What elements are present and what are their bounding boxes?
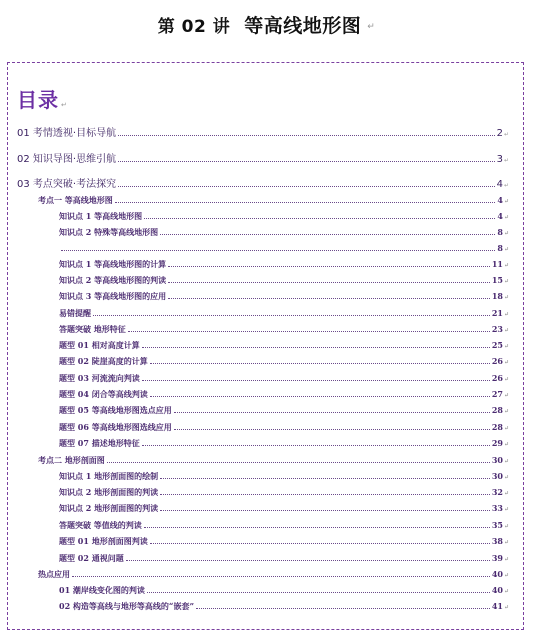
toc-entry-label: 知识点 3 等高线地形图的应用 (59, 291, 167, 301)
paragraph-mark-icon: ↵ (503, 311, 509, 318)
toc-entry-page: 33 (491, 503, 503, 513)
paragraph-mark-icon: ↵ (503, 157, 509, 164)
toc-entry[interactable] (59, 291, 509, 302)
toc-entry-label: 知识点 2 等高线地形图的判读 (59, 275, 167, 285)
toc-entry-label: 题型 03 河流流向判读 (59, 373, 140, 383)
paragraph-mark-icon: ↵ (503, 131, 509, 138)
dot-leader (144, 526, 490, 528)
paragraph-mark-icon: ↵ (503, 490, 509, 497)
toc-entry[interactable] (59, 324, 509, 335)
dot-leader (174, 428, 490, 430)
paragraph-mark-icon: ↵ (503, 408, 509, 415)
paragraph-mark-icon: ↵ (503, 458, 509, 465)
dot-leader (72, 575, 490, 577)
dot-leader (144, 217, 495, 219)
toc-entry[interactable] (59, 405, 509, 416)
toc-entry-page: 29 (491, 438, 503, 448)
toc-entry-page: 27 (491, 389, 503, 399)
toc-entry[interactable] (59, 553, 509, 564)
toc-entry-label: 题型 01 地形剖面图判读 (59, 536, 148, 546)
toc-entry-page: 4 (497, 211, 503, 221)
dot-leader (118, 134, 495, 136)
toc-entry-page: 8 (497, 227, 503, 237)
toc-entry-page: 28 (491, 422, 503, 432)
dot-leader (168, 297, 490, 299)
toc-entry[interactable] (38, 569, 509, 580)
paragraph-mark-icon: ↵ (503, 474, 509, 481)
paragraph-mark-icon: ↵ (503, 441, 509, 448)
dot-leader (118, 185, 495, 187)
toc-entry-page: 21 (491, 308, 503, 318)
toc-entry-label: 知识点 1 地形剖面图的绘制 (59, 471, 159, 481)
toc-entry-label: 易错提醒 (59, 308, 91, 318)
paragraph-mark-icon: ↵ (503, 506, 509, 513)
paragraph-mark-icon: ↵ (503, 294, 509, 301)
toc-entry[interactable] (59, 503, 509, 514)
toc-entry-page: 30 (491, 455, 503, 465)
toc-entry[interactable] (59, 487, 509, 498)
toc-entry-page: 30 (491, 471, 503, 481)
paragraph-mark-icon: ↵ (503, 539, 509, 546)
toc-entry-page: 35 (491, 520, 503, 530)
paragraph-mark-icon: ↵ (503, 278, 509, 285)
paragraph-mark-icon: ↵ (503, 425, 509, 432)
paragraph-mark-icon: ↵ (503, 327, 509, 334)
paragraph-mark-icon: ↵ (503, 359, 509, 366)
dot-leader (118, 160, 495, 162)
dot-leader (174, 411, 490, 413)
toc-entry[interactable] (59, 438, 509, 449)
toc-entry-page: 8 (497, 243, 503, 253)
toc-entry[interactable] (59, 422, 509, 433)
toc-entry[interactable] (17, 124, 509, 139)
toc-entry-page: 4 (496, 179, 503, 190)
paragraph-mark-icon: ↵ (503, 182, 509, 189)
dot-leader (168, 281, 490, 283)
dot-leader (142, 444, 490, 446)
toc-entry-label: 题型 02 陡崖高度的计算 (59, 356, 148, 366)
dot-leader (128, 330, 490, 332)
toc-entry[interactable] (59, 536, 509, 547)
toc-entry[interactable] (59, 211, 509, 222)
toc-entry[interactable] (17, 175, 509, 190)
dot-leader (93, 314, 490, 316)
toc-entry-label: 知识点 1 等高线地形图 (59, 211, 143, 221)
toc-entry-label: 03 考点突破·考法探究 (17, 179, 117, 190)
dot-leader (160, 233, 495, 235)
toc-entry-label: 考点一 等高线地形图 (38, 195, 113, 205)
toc-entry[interactable] (59, 373, 509, 384)
toc-entry-label: 01 考情透视·目标导航 (17, 128, 117, 139)
paragraph-mark-icon: ↵ (503, 262, 509, 269)
toc-entry-label: 知识点 2 特殊等高线地形图 (59, 227, 159, 237)
toc-entry[interactable] (59, 243, 509, 254)
lecture-number: 第 02 讲 (157, 17, 231, 37)
dot-leader (196, 607, 490, 609)
toc-entry-page: 40 (491, 585, 503, 595)
toc-entry-page: 26 (491, 373, 503, 383)
toc-entry[interactable] (38, 455, 509, 466)
dot-leader (168, 265, 490, 267)
paragraph-mark-icon: ↵ (503, 198, 509, 205)
document-title (0, 11, 533, 38)
toc-entry-label: 题型 01 相对高度计算 (59, 340, 140, 350)
dot-leader (160, 509, 490, 511)
paragraph-mark-icon: ↵ (503, 588, 509, 595)
toc-entry-page: 2 (496, 128, 503, 139)
lecture-topic: 等高线地形图 (244, 15, 362, 37)
toc-entry[interactable] (59, 227, 509, 238)
toc-entry-label: 01 潮岸线变化图的判读 (59, 585, 145, 595)
toc-entry[interactable] (59, 389, 509, 400)
dot-leader (150, 362, 490, 364)
paragraph-mark-icon: ↵ (503, 572, 509, 579)
dot-leader (150, 542, 490, 544)
toc-entry-page: 18 (491, 291, 503, 301)
toc-entry-page: 39 (491, 553, 503, 563)
toc-entry-label: 题型 05 等高线地形图选点应用 (59, 405, 172, 415)
dot-leader (147, 591, 490, 593)
toc-heading: 目录 ↵ (17, 88, 68, 112)
toc-entry-page: 32 (491, 487, 503, 497)
dot-leader (126, 559, 490, 561)
toc-entry[interactable] (59, 340, 509, 351)
toc-entry-page: 23 (491, 324, 503, 334)
paragraph-mark-icon: ↵ (61, 101, 68, 109)
dot-leader (107, 461, 490, 463)
paragraph-mark-icon: ↵ (503, 376, 509, 383)
dot-leader (115, 201, 496, 203)
dot-leader (160, 493, 490, 495)
toc-entry[interactable] (38, 195, 509, 206)
toc-entry-label: 题型 04 闭合等高线判读 (59, 389, 148, 399)
paragraph-mark-icon: ↵ (503, 392, 509, 399)
toc-entry-page: 25 (491, 340, 503, 350)
paragraph-mark-icon: ↵ (367, 21, 376, 32)
toc-entry[interactable] (59, 601, 509, 612)
toc-entry-page: 3 (496, 154, 503, 165)
toc-entry[interactable] (59, 585, 509, 596)
toc-entry-label: 答题突破 等值线的判读 (59, 520, 142, 530)
dot-leader (61, 249, 495, 251)
paragraph-mark-icon: ↵ (503, 343, 509, 350)
paragraph-mark-icon: ↵ (503, 214, 509, 221)
toc-entry[interactable] (59, 259, 509, 270)
toc-entry-page: 11 (491, 259, 503, 269)
toc-entry-label: 知识点 2 地形剖面图的判读 (59, 503, 159, 513)
toc-entry-page: 26 (491, 356, 503, 366)
paragraph-mark-icon: ↵ (503, 230, 509, 237)
toc-entry-label: 题型 02 通视问题 (59, 553, 124, 563)
dot-leader (142, 346, 490, 348)
dot-leader (160, 477, 490, 479)
toc-entry[interactable] (17, 150, 509, 165)
toc-entry-label: 题型 06 等高线地形图选线应用 (59, 422, 172, 432)
dot-leader (150, 395, 490, 397)
toc-entry-page: 40 (491, 569, 503, 579)
toc-entry-label: 知识点 2 地形剖面图的判读 (59, 487, 159, 497)
toc-entry-label: 考点二 地形剖面图 (38, 455, 105, 465)
toc-entry[interactable] (59, 356, 509, 367)
toc-entry-page: 41 (491, 601, 503, 611)
dot-leader (142, 379, 490, 381)
paragraph-mark-icon: ↵ (503, 246, 509, 253)
toc-entry-label: 02 构造等高线与地形等高线的“嵌套” (59, 601, 195, 611)
paragraph-mark-icon: ↵ (503, 604, 509, 611)
paragraph-mark-icon: ↵ (503, 556, 509, 563)
toc-entry-page: 15 (491, 275, 503, 285)
toc-entry-label: 题型 07 描述地形特征 (59, 438, 140, 448)
toc-entry-label: 02 知识导图·思维引航 (17, 154, 117, 165)
toc-entry-label: 热点应用 (38, 569, 70, 579)
toc-entry[interactable] (59, 275, 509, 286)
paragraph-mark-icon: ↵ (503, 523, 509, 530)
toc-entry-label: 知识点 1 等高线地形图的计算 (59, 259, 167, 269)
toc-entry-label: 答题突破 地形特征 (59, 324, 126, 334)
toc-entry[interactable] (59, 308, 509, 319)
toc-entry[interactable] (59, 520, 509, 531)
toc-entry-page: 28 (491, 405, 503, 415)
toc-entry-page: 4 (497, 195, 503, 205)
toc-entry[interactable] (59, 471, 509, 482)
toc-entry-page: 38 (491, 536, 503, 546)
